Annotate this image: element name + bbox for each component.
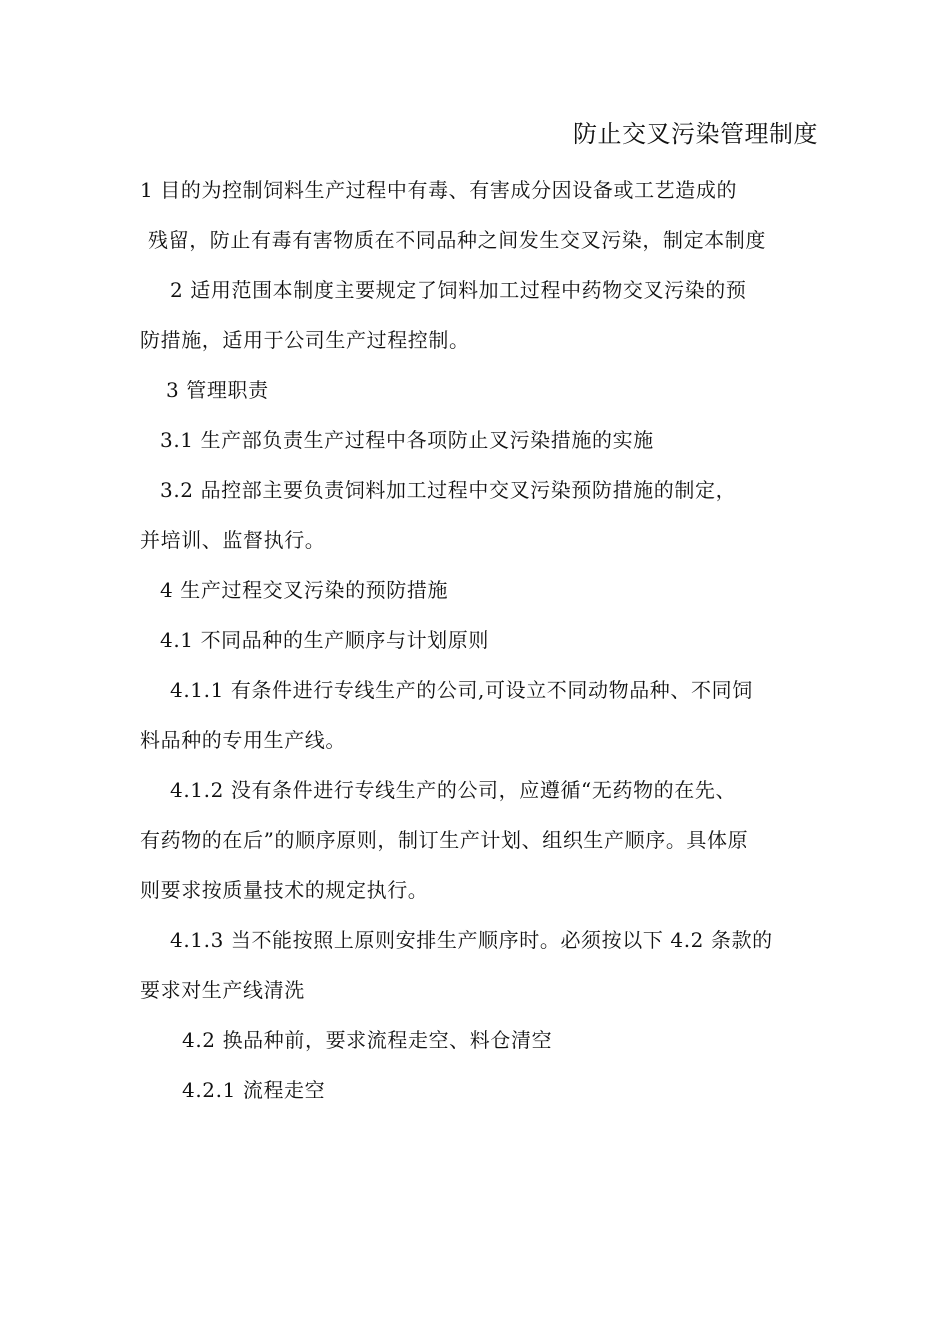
section-heading: 3 管理职责 bbox=[166, 378, 269, 402]
document-title: 防止交叉污染管理制度 bbox=[573, 120, 818, 148]
paragraph-line: 4.2.1 流程走空 bbox=[182, 1078, 326, 1102]
paragraph-line: 料品种的专用生产线。 bbox=[140, 728, 346, 752]
paragraph-line: 4.2 换品种前，要求流程走空、料仓清空 bbox=[182, 1028, 553, 1052]
paragraph-line: 4.1.3 当不能按照上原则安排生产顺序时。必须按以下 4.2 条款的 bbox=[170, 928, 773, 952]
paragraph-line: 1 目的为控制饲料生产过程中有毒、有害成分因设备或工艺造成的 bbox=[140, 178, 738, 202]
paragraph-line: 4.1.2 没有条件进行专线生产的公司，应遵循“无药物的在先、 bbox=[170, 778, 737, 802]
paragraph-line: 则要求按质量技术的规定执行。 bbox=[140, 878, 429, 902]
paragraph-line: 防措施，适用于公司生产过程控制。 bbox=[140, 328, 470, 352]
paragraph-line: 4.1 不同品种的生产顺序与计划原则 bbox=[160, 628, 489, 652]
section-heading: 4 生产过程交叉污染的预防措施 bbox=[160, 578, 449, 602]
paragraph-line: 2 适用范围本制度主要规定了饲料加工过程中药物交叉污染的预 bbox=[170, 278, 747, 302]
paragraph-line: 并培训、监督执行。 bbox=[140, 528, 326, 552]
paragraph-line: 有药物的在后”的顺序原则，制订生产计划、组织生产顺序。具体原 bbox=[140, 828, 749, 852]
paragraph-line: 4.1.1 有条件进行专线生产的公司,可设立不同动物品种、不同饲 bbox=[170, 678, 753, 702]
paragraph-line: 3.1 生产部负责生产过程中各项防止叉污染措施的实施 bbox=[160, 428, 654, 452]
paragraph-line: 残留，防止有毒有害物质在不同品种之间发生交叉污染，制定本制度 bbox=[148, 228, 766, 252]
paragraph-line: 3.2 品控部主要负责饲料加工过程中交叉污染预防措施的制定， bbox=[160, 478, 737, 502]
paragraph-line: 要求对生产线清洗 bbox=[140, 978, 305, 1002]
